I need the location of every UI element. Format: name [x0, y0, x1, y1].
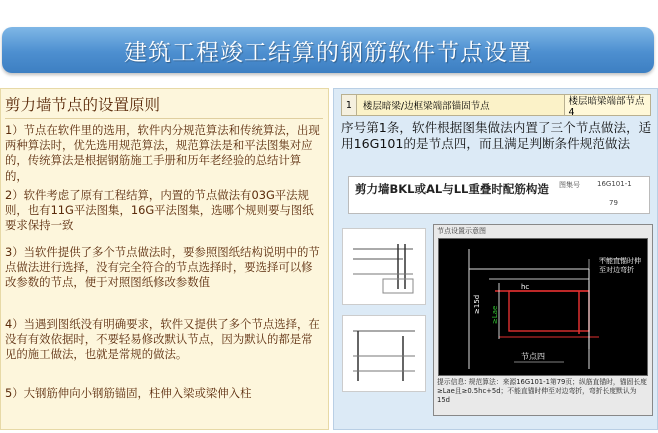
node-settings-dialog [433, 224, 653, 416]
cad-dim-label-2: ≥Lae [491, 305, 499, 324]
divider [5, 118, 323, 119]
cad-node-drawing [439, 239, 647, 375]
detail-sketch-1-graphic [343, 229, 425, 304]
page-title: 建筑工程竣工结算的钢筋软件节点设置 [124, 39, 532, 66]
dialog-caption: 节点设置示意图 [437, 227, 486, 235]
figure-no: 16G101-1 [597, 180, 632, 188]
principle-5: 5）大钢筋伸向小钢筋锚固，柱伸入梁或梁伸入柱 [5, 386, 252, 400]
example-description: 序号第1条，软件根据图集做法内置了三个节点做法，适用16G101的是节点四，而且满足判断条件规范做法 [341, 120, 652, 151]
hint-text: 规范算法：来源16G101-1第79页；纵筋直锚时，锚固长度≥Lae且≥0.5hc+5d；不能直锚时伸至对边弯折，弯折长度默认为15d [437, 378, 647, 404]
page-number: 79 [609, 199, 618, 207]
cad-dim-label: ≥15d [473, 294, 481, 314]
cad-note-1: 不能直锚时伸 [599, 257, 641, 265]
detail-sketch-2 [342, 315, 426, 392]
cad-note-2: 至对边弯折 [599, 266, 634, 274]
detail-sketch-2-graphic [343, 316, 425, 391]
principle-1: 1）节点在软件里的选用，软件内分规范算法和传统算法，出现两种算法时，优先选用规范算法，规范算法是和平法图集对应的，传统算法是根据钢筋施工手册和历年老经验的总结计算的， [5, 123, 320, 183]
node-value-cell[interactable]: 楼层暗梁端部节点4 [565, 95, 650, 115]
principle-3: 3）当软件提供了多个节点做法时，要参照图纸结构说明中的节点做法进行选择，没有完全符合的节点选择时，要选择可以修改参数的节点，便于对照图纸修改参数值 [5, 245, 320, 290]
hint-box [437, 378, 649, 405]
cad-node-label: 节点四 [521, 352, 545, 361]
node-type-cell[interactable]: 楼层暗梁/边框梁端部锚固节点 [357, 95, 565, 115]
figure-no-label: 图集号 [559, 181, 580, 189]
principle-2: 2）软件考虑了原有工程结算，内置的节点做法有03G平法规则，也有11G平法图集，16G平法图集，选哪个规则要与图纸要求保持一致 [5, 188, 314, 233]
example-panel [333, 88, 658, 430]
node-tab-bar [341, 94, 651, 116]
title-banner [2, 27, 654, 73]
drawing-title: 剪力墙BKL或AL与LL重叠时配筋构造 [355, 182, 549, 196]
hint-label: 提示信息: [437, 378, 467, 386]
principles-panel [0, 88, 329, 430]
cad-node-preview [438, 238, 648, 376]
drawing-title-block [348, 176, 650, 214]
cad-hc-label: hc [521, 283, 530, 291]
node-index: 1 [342, 95, 357, 115]
detail-sketch-1 [342, 228, 426, 305]
principles-heading: 剪力墙节点的设置原则 [5, 96, 161, 114]
principle-4: 4）当遇到图纸没有明确要求，软件又提供了多个节点选择，在没有有效依据时，不要轻易修改默认节点，因为默认的都是常见的施工做法，也就是常规的做法。 [5, 317, 320, 362]
